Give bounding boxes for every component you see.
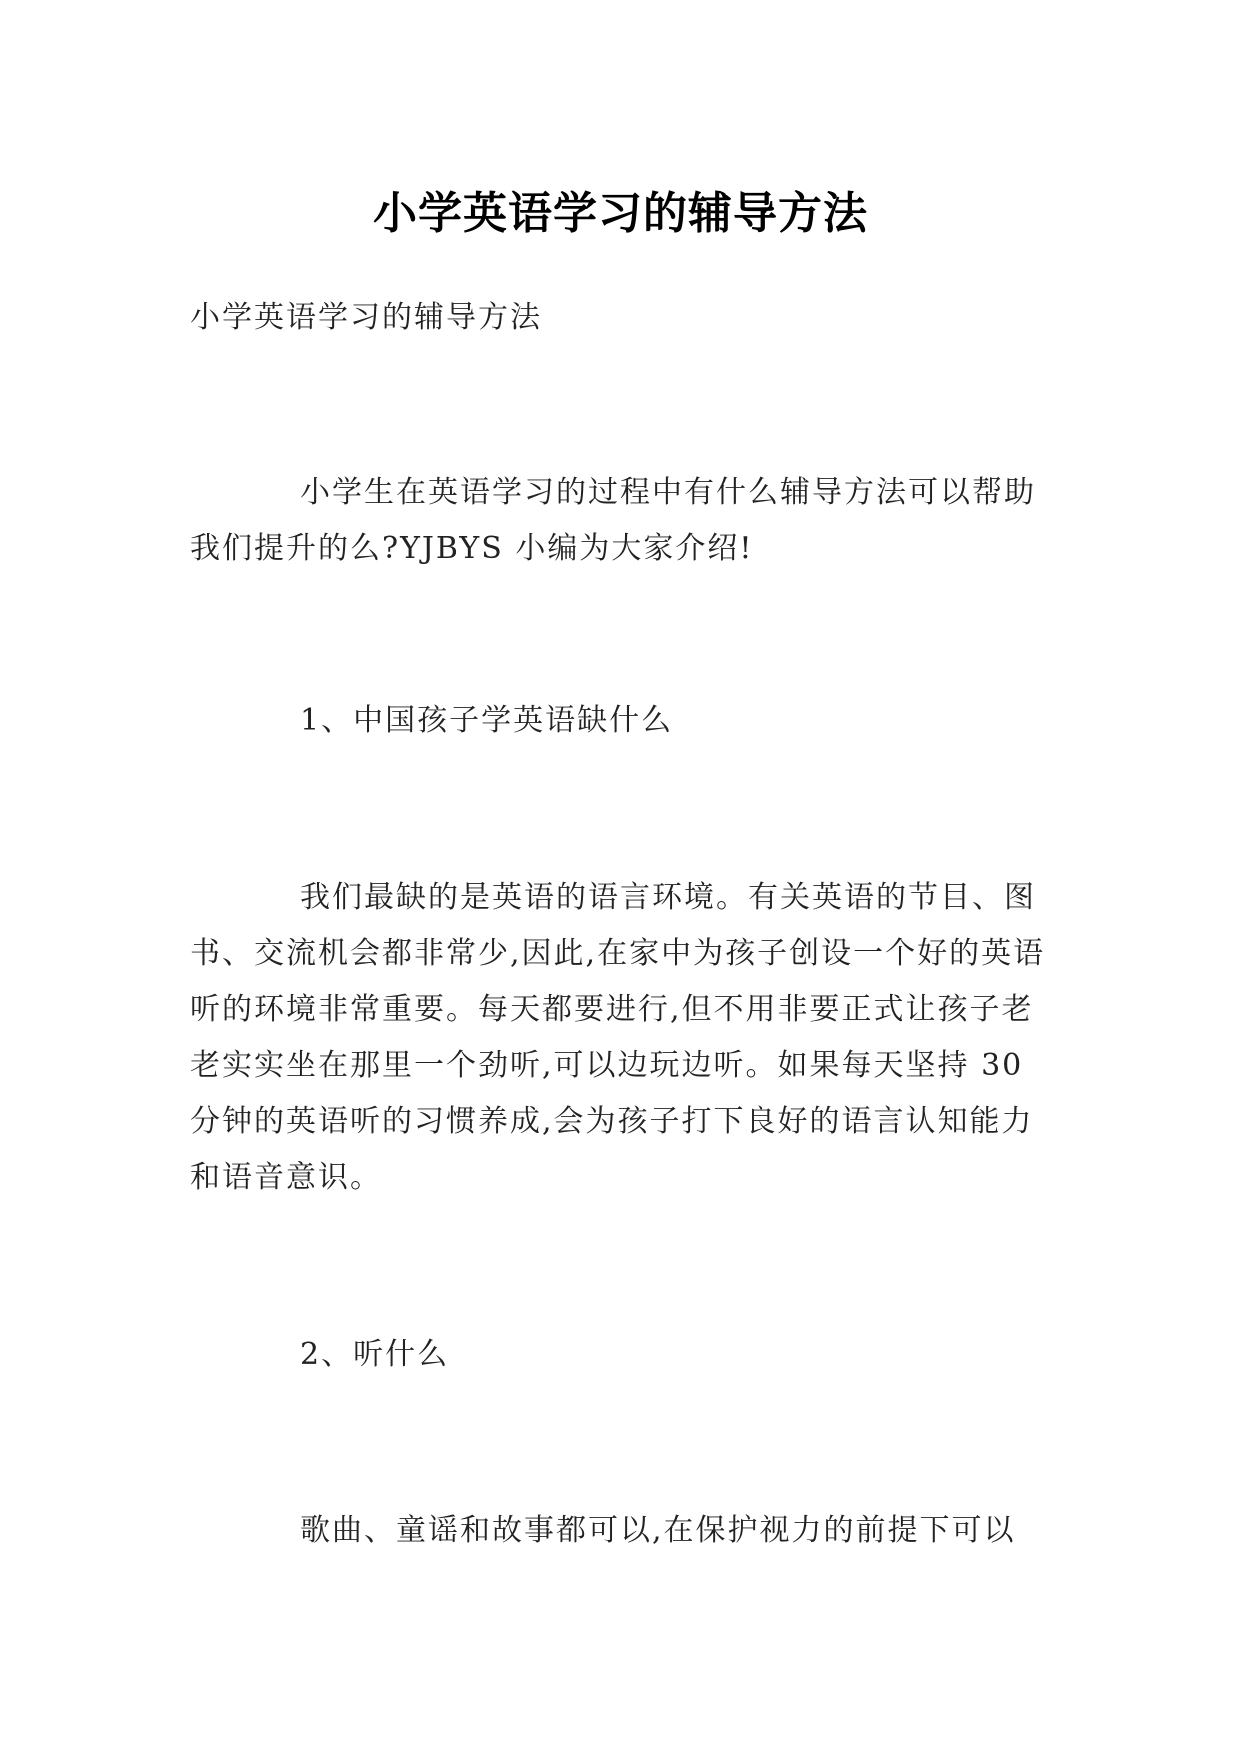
intro-paragraph: 小学生在英语学习的过程中有什么辅导方法可以帮助我们提升的么?YJBYS 小编为大家介绍!: [190, 475, 1036, 566]
section-heading-1: 1、中国孩子学英语缺什么: [300, 703, 674, 738]
section-heading-2: 2、听什么: [300, 1337, 450, 1372]
body-paragraph-2: 歌曲、童谣和故事都可以,在保护视力的前提下可以: [300, 1513, 1016, 1548]
body-paragraph-1: 我们最缺的是英语的语言环境。有关英语的节目、图书、交流机会都非常少,因此,在家中为孩子创设一个好的英语听的环境非常重要。每天都要进行,但不用非要正式让孩子老老实实坐在那里一个劲听,可以边玩边听。如果每天坚持 30 分钟的英语听的习惯养成,会为孩子打下良好的语言认知能力和语音意识。: [190, 880, 1046, 1195]
page-title: 小学英语学习的辅导方法: [373, 188, 868, 240]
subtitle-line: 小学英语学习的辅导方法: [190, 300, 542, 335]
